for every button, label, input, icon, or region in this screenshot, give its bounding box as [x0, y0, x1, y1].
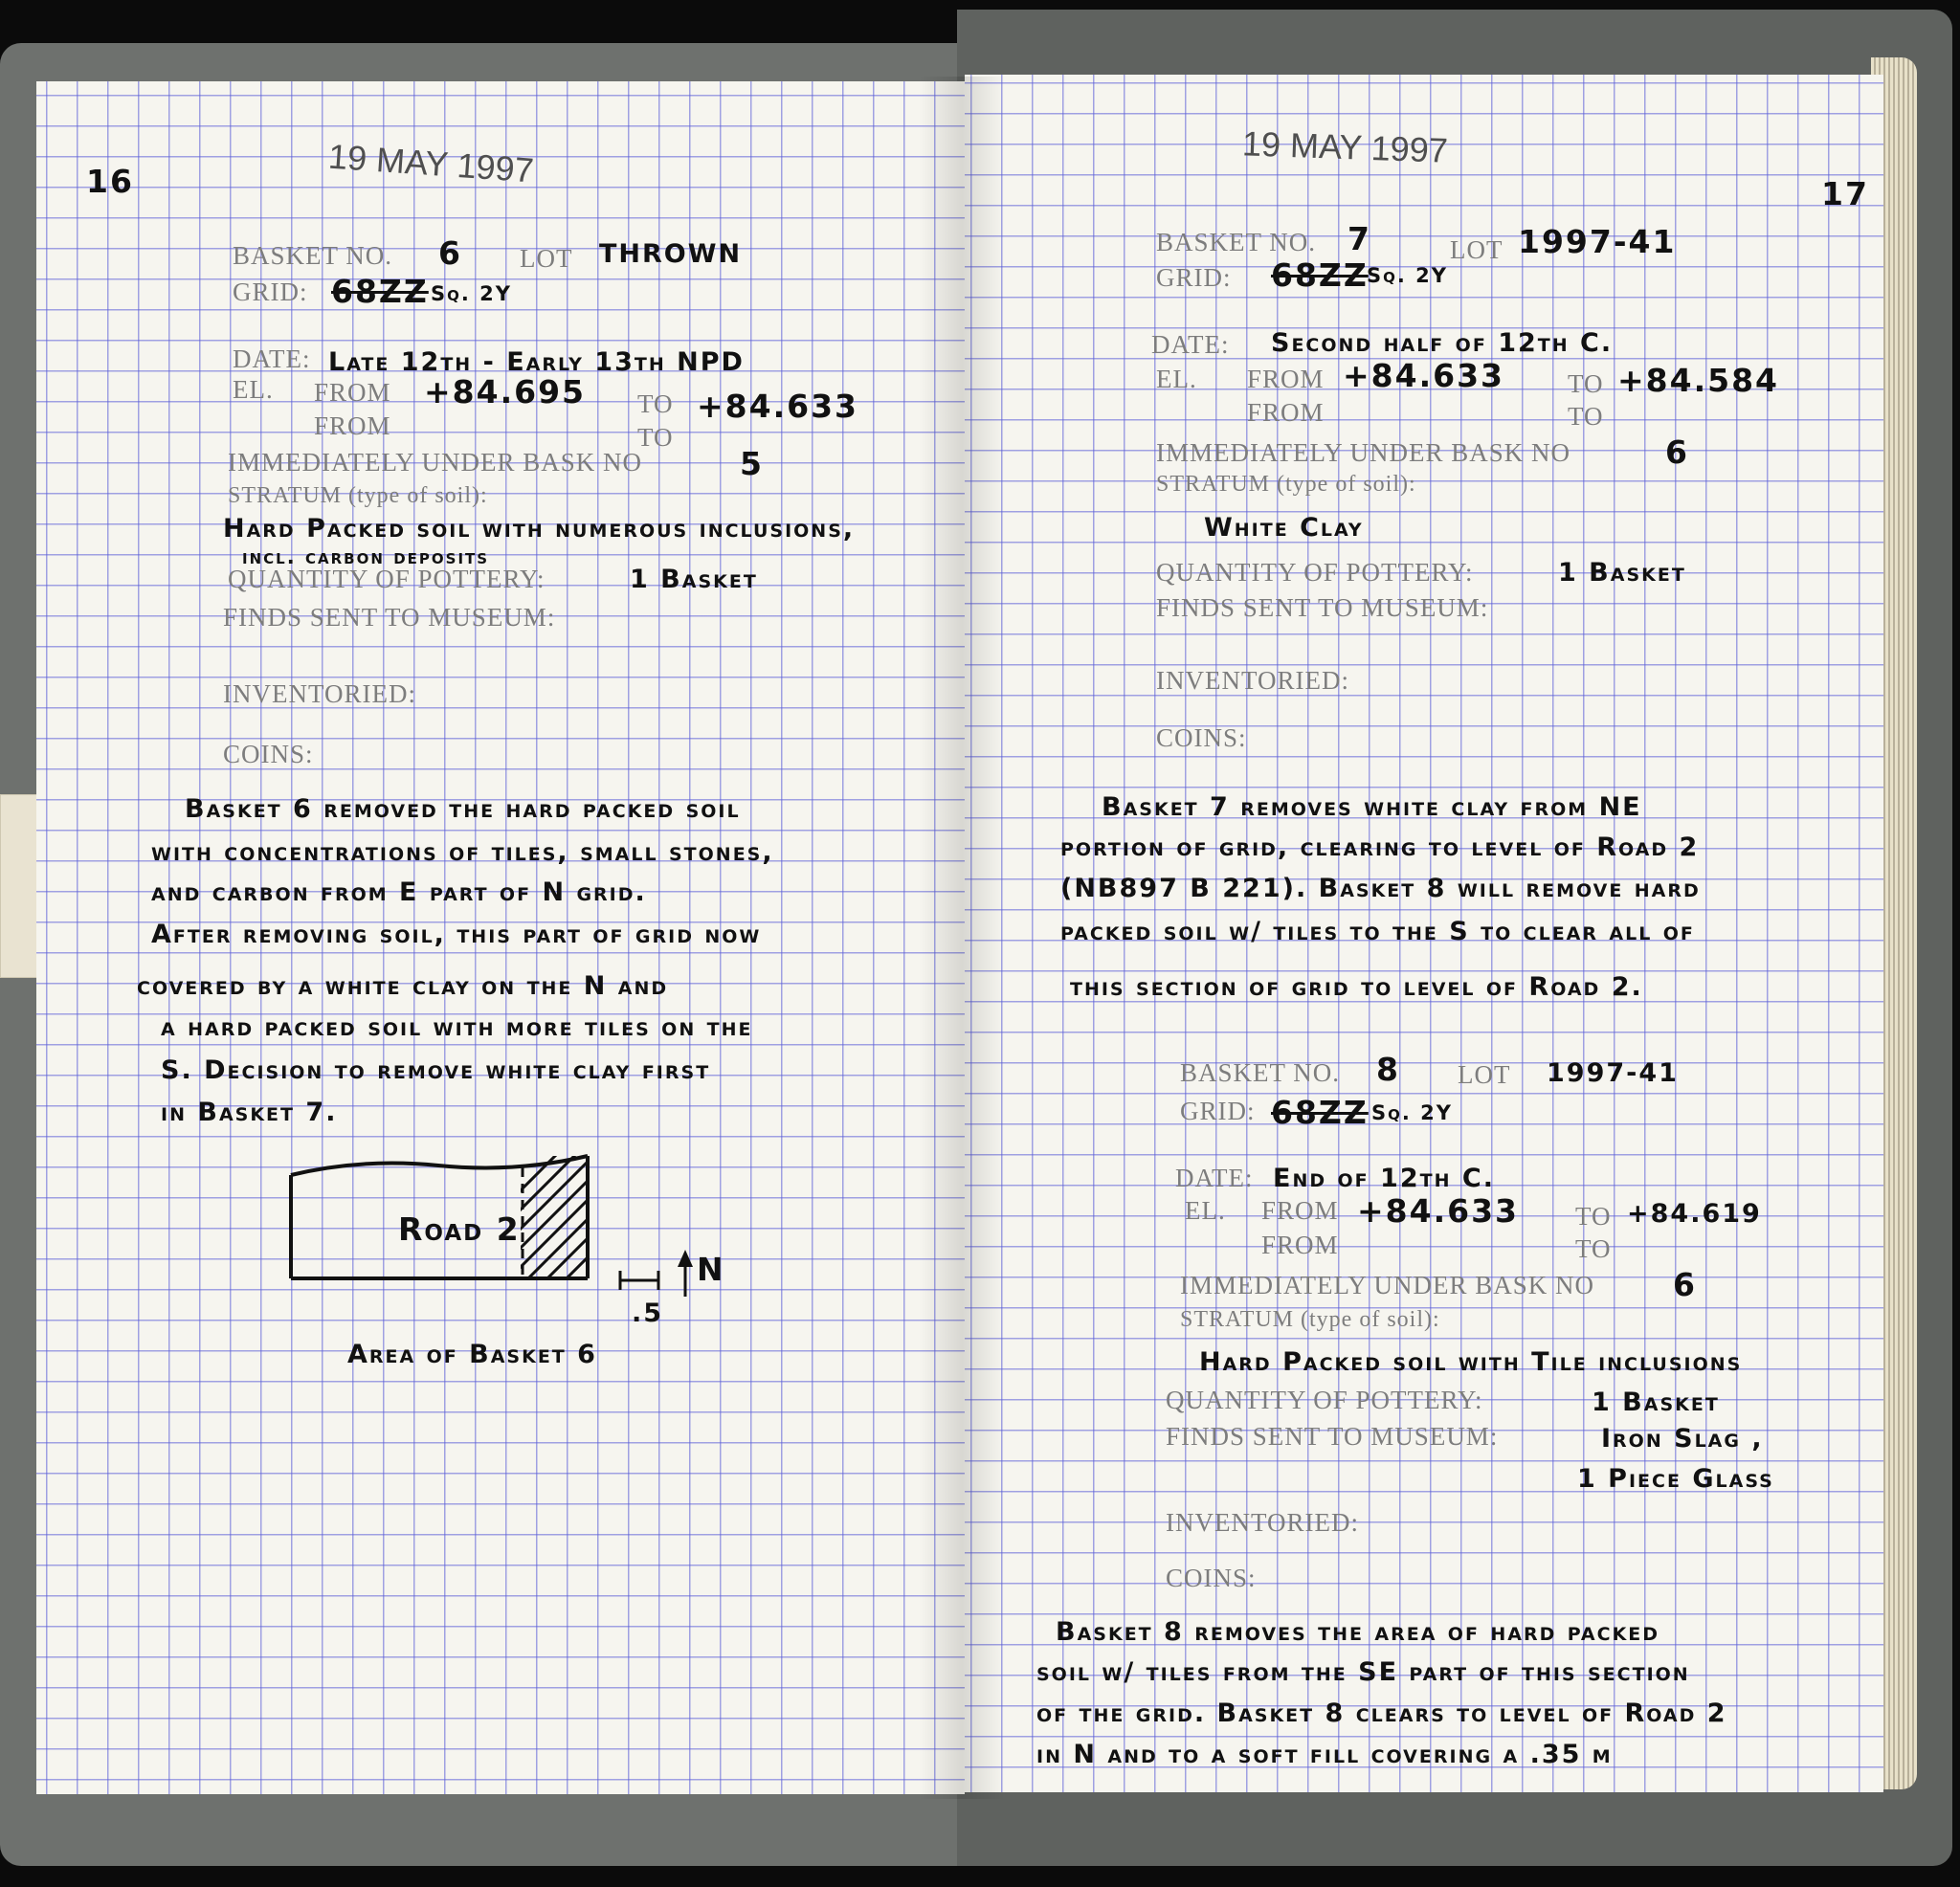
grid-square: Sq. 2Y [1367, 264, 1448, 287]
date-stamp: 19 MAY 1997 [1241, 123, 1449, 170]
pottery-value: 1 Basket [1592, 1388, 1720, 1417]
lot-value: THROWN [599, 239, 743, 269]
note-line: covered by a white clay on the N and [137, 971, 669, 1001]
date-label: DATE: [233, 344, 311, 373]
pottery-label: QUANTITY OF POTTERY: [1166, 1386, 1483, 1414]
basket-number: 7 [1348, 220, 1371, 257]
note-line: portion of grid, clearing to level of Road 2 [1060, 832, 1700, 862]
stratum-line1: Hard Packed soil with numerous inclusions, [223, 514, 856, 544]
note-line: in Basket 7. [161, 1098, 338, 1127]
el-label: EL. [233, 375, 274, 404]
note-line: Basket 7 removes white clay from NE [1102, 792, 1642, 822]
note-line: of the grid. Basket 8 clears to level of Road 2 [1036, 1698, 1727, 1728]
finds-label: FINDS SENT TO MUSEUM: [1166, 1422, 1499, 1451]
note-line: Basket 8 removes the area of hard packed [1056, 1617, 1660, 1647]
pottery-value: 1 Basket [1558, 558, 1686, 588]
under-label: IMMEDIATELY UNDER BASK NO [1180, 1271, 1595, 1299]
stratum-value: White Clay [1204, 513, 1364, 543]
coins-label: COINS: [1166, 1564, 1257, 1592]
grid-struck-value: 68ZZ [331, 273, 429, 310]
grid-struck-value: 68ZZ [1271, 1094, 1369, 1131]
under-value: 6 [1673, 1266, 1697, 1303]
basket-label: BASKET NO. [233, 241, 393, 270]
inventoried-label: INVENTORIED: [1166, 1508, 1359, 1537]
coins-label: COINS: [223, 740, 314, 768]
from2-label: FROM [1261, 1231, 1339, 1259]
left-page [36, 81, 965, 1794]
date-label: DATE: [1151, 330, 1230, 359]
basket-label: BASKET NO. [1180, 1058, 1341, 1087]
from-value: +84.633 [1357, 1192, 1519, 1230]
note-line: in N and to a soft fill covering a .35 m [1036, 1740, 1613, 1769]
finds-label: FINDS SENT TO MUSEUM: [223, 603, 556, 632]
basket-number: 6 [438, 234, 462, 272]
to-value: +84.619 [1627, 1199, 1762, 1229]
date-value: Late 12th - Early 13th NPD [328, 347, 745, 377]
from-value: +84.695 [424, 373, 586, 411]
el-label: EL. [1185, 1196, 1226, 1225]
from2-label: FROM [314, 411, 391, 440]
coins-label: COINS: [1156, 723, 1247, 752]
finds-value: Iron Slag , [1601, 1424, 1764, 1454]
date-value: End of 12th C. [1273, 1164, 1495, 1193]
to2-label: TO [1575, 1234, 1612, 1263]
note-line: packed soil w/ tiles to the S to clear all of [1060, 917, 1695, 946]
from-value: +84.633 [1343, 357, 1504, 394]
date-label: DATE: [1175, 1164, 1254, 1192]
right-page [965, 75, 1883, 1792]
lot-label: LOT [1458, 1060, 1511, 1089]
note-line: this section of grid to level of Road 2. [1070, 972, 1643, 1002]
sketch-north-label: N [697, 1251, 725, 1288]
inventoried-label: INVENTORIED: [1156, 666, 1349, 695]
grid-square: Sq. 2Y [431, 282, 512, 305]
note-line: Basket 6 removed the hard packed soil [185, 794, 741, 824]
grid-label: GRID: [1156, 263, 1232, 292]
finds-label: FINDS SENT TO MUSEUM: [1156, 593, 1489, 622]
under-label: IMMEDIATELY UNDER BASK NO [228, 448, 643, 477]
from-label: FROM [1247, 365, 1325, 393]
finds-value: 1 Piece Glass [1577, 1464, 1774, 1494]
from-label: FROM [1261, 1196, 1339, 1225]
grid-square: Sq. 2Y [1371, 1101, 1453, 1124]
to2-label: TO [637, 423, 674, 452]
page-number: 16 [86, 163, 134, 200]
lot-value: 1997-41 [1518, 223, 1677, 260]
date-stamp: 19 MAY 1997 [326, 136, 536, 190]
stratum-line2: incl. carbon deposits [242, 545, 490, 568]
from2-label: FROM [1247, 398, 1325, 427]
el-label: EL. [1156, 365, 1197, 393]
inventoried-label: INVENTORIED: [223, 679, 416, 708]
pottery-label: QUANTITY OF POTTERY: [1156, 558, 1474, 587]
under-label: IMMEDIATELY UNDER BASK NO [1156, 438, 1571, 467]
grid-struck-value: 68ZZ [1271, 256, 1369, 294]
note-line: a hard packed soil with more tiles on the [161, 1012, 753, 1042]
grid-label: GRID: [1180, 1097, 1256, 1125]
grid-label: GRID: [233, 278, 308, 306]
stratum-value: Hard Packed soil with Tile inclusions [1199, 1347, 1743, 1377]
stratum-label: STRATUM (type of soil): [228, 483, 488, 508]
to-label: TO [1575, 1202, 1612, 1231]
to-label: TO [637, 389, 674, 418]
note-line: After removing soil, this part of grid now [151, 920, 762, 949]
to2-label: TO [1568, 402, 1604, 431]
lot-label: LOT [1450, 235, 1503, 264]
note-line: soil w/ tiles from the SE part of this section [1036, 1657, 1690, 1687]
basket-label: BASKET NO. [1156, 228, 1317, 256]
to-value: +84.584 [1617, 362, 1779, 399]
to-label: TO [1568, 369, 1604, 398]
from-label: FROM [314, 378, 391, 407]
page-number: 17 [1821, 175, 1869, 212]
note-line: S. Decision to remove white clay first [161, 1055, 711, 1085]
stratum-label: STRATUM (type of soil): [1156, 472, 1416, 497]
basket-number: 8 [1376, 1051, 1400, 1088]
note-line: and carbon from E part of N grid. [151, 877, 647, 907]
lot-value: 1997-41 [1547, 1058, 1679, 1088]
sketch-caption: Area of Basket 6 [347, 1340, 597, 1369]
note-line: with concentrations of tiles, small stones, [151, 837, 774, 867]
sketch-area-label: Road 2 [398, 1210, 521, 1248]
sketch-scale-label: .5 [632, 1299, 664, 1328]
date-value: Second half of 12th C. [1271, 328, 1614, 358]
to-value: +84.633 [697, 388, 858, 425]
stratum-label: STRATUM (type of soil): [1180, 1307, 1440, 1332]
pottery-label: QUANTITY OF POTTERY: [228, 565, 546, 593]
under-value: 6 [1665, 433, 1689, 471]
note-line: (NB897 B 221). Basket 8 will remove hard [1060, 874, 1701, 903]
pottery-value: 1 Basket [630, 565, 758, 594]
under-value: 5 [740, 445, 764, 482]
lot-label: LOT [520, 244, 573, 273]
